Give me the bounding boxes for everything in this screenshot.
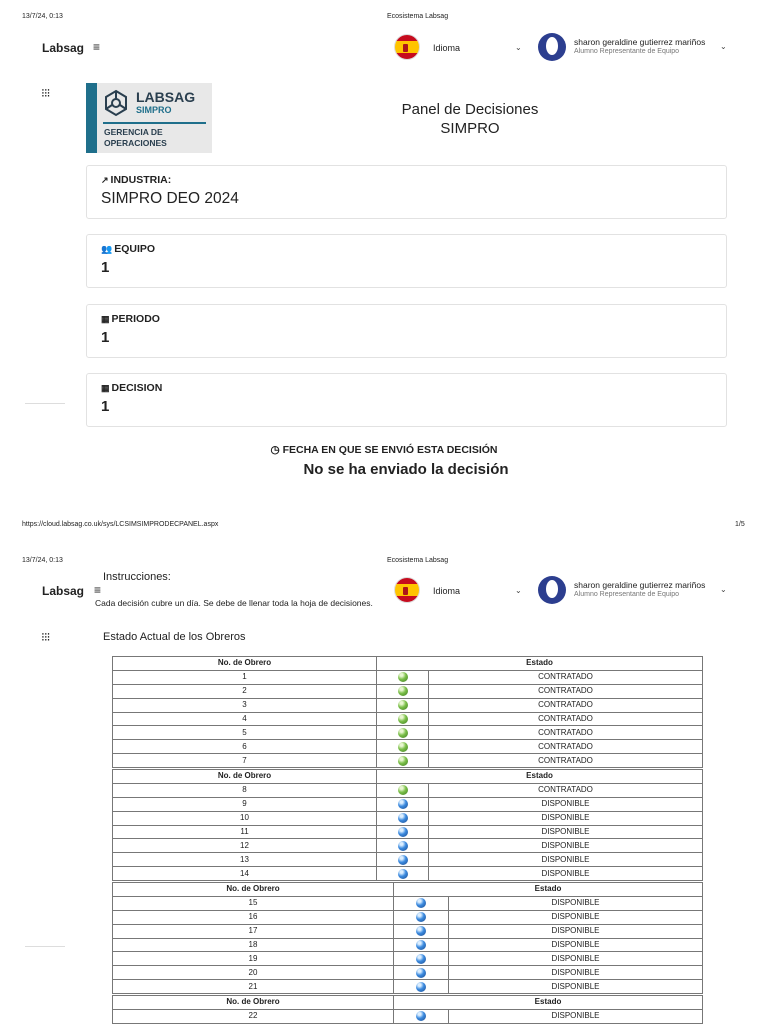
logo-subtitle: SIMPRO xyxy=(136,105,172,115)
table-row xyxy=(113,740,703,754)
language-label[interactable]: Idioma xyxy=(433,43,461,53)
disponible-status-icon xyxy=(398,799,408,809)
spain-flag-icon[interactable] xyxy=(394,34,420,60)
table-row xyxy=(113,839,703,853)
table-row xyxy=(113,698,703,712)
calendar-icon: ▦ xyxy=(101,382,110,393)
column-header-obrero: No. de Obrero xyxy=(113,996,394,1010)
estado-obreros-title: Estado Actual de los Obreros xyxy=(103,631,246,643)
obrero-number: 7 xyxy=(113,754,377,768)
obrero-estado: DISPONIBLE xyxy=(429,797,703,811)
disponible-status-icon xyxy=(398,813,408,823)
obrero-estado: CONTRATADO xyxy=(429,670,703,684)
clock-icon: ◷ xyxy=(270,444,280,456)
table-row xyxy=(113,853,703,867)
table-row xyxy=(113,910,703,924)
user-avatar[interactable] xyxy=(538,576,566,604)
industria-label: INDUSTRIA: xyxy=(110,174,172,186)
obrero-number: 3 xyxy=(113,698,377,712)
user-menu-chevron-down-icon[interactable]: ⌄ xyxy=(720,585,727,594)
language-chevron-down-icon[interactable]: ⌄ xyxy=(515,43,522,52)
obrero-estado: CONTRATADO xyxy=(429,684,703,698)
contratado-status-icon xyxy=(398,742,408,752)
table-row xyxy=(113,797,703,811)
equipo-card xyxy=(86,234,727,288)
obrero-estado: CONTRATADO xyxy=(429,754,703,768)
decision-value: 1 xyxy=(101,398,110,415)
brand-logo-text[interactable]: Labsag xyxy=(42,584,85,598)
fecha-envio-value: No se ha enviado la decisión xyxy=(303,461,509,478)
spain-flag-icon[interactable] xyxy=(394,577,420,603)
hamburger-menu-icon[interactable]: ≡ xyxy=(94,583,102,597)
table-row xyxy=(113,712,703,726)
logo-department: GERENCIA DE OPERACIONES xyxy=(104,127,167,148)
contratado-status-icon xyxy=(398,700,408,710)
obrero-estado: DISPONIBLE xyxy=(449,896,703,910)
obreros-table xyxy=(112,656,703,768)
table-row xyxy=(113,726,703,740)
labsag-simpro-logo xyxy=(86,83,212,153)
obrero-number: 1 xyxy=(113,670,377,684)
trending-up-icon: ↗ xyxy=(101,174,109,185)
column-header-obrero: No. de Obrero xyxy=(113,657,377,671)
obreros-table xyxy=(112,882,703,994)
hamburger-menu-icon[interactable]: ≡ xyxy=(93,40,101,54)
cube-network-icon xyxy=(102,89,130,117)
obrero-number: 22 xyxy=(113,1009,394,1023)
disponible-status-icon xyxy=(398,841,408,851)
column-header-obrero: No. de Obrero xyxy=(113,770,377,784)
equipo-value: 1 xyxy=(101,259,110,276)
obrero-number: 11 xyxy=(113,825,377,839)
group-icon: 👥 xyxy=(101,243,113,254)
user-role: Alumno Representante de Equipo xyxy=(574,48,680,55)
obrero-number: 19 xyxy=(113,952,394,966)
instrucciones-title: Instrucciones: xyxy=(103,571,171,583)
contratado-status-icon xyxy=(398,714,408,724)
sidebar-divider xyxy=(25,946,65,947)
obrero-estado: DISPONIBLE xyxy=(449,980,703,994)
column-header-estado: Estado xyxy=(377,770,703,784)
obrero-estado: CONTRATADO xyxy=(429,698,703,712)
obrero-number: 16 xyxy=(113,910,394,924)
disponible-status-icon xyxy=(416,954,426,964)
table-row xyxy=(113,896,703,910)
column-header-obrero: No. de Obrero xyxy=(113,883,394,897)
disponible-status-icon xyxy=(416,926,426,936)
table-row xyxy=(113,966,703,980)
column-header-estado: Estado xyxy=(394,996,703,1010)
contratado-status-icon xyxy=(398,756,408,766)
obrero-number: 17 xyxy=(113,924,394,938)
calendar-icon: ▦ xyxy=(101,313,110,324)
obrero-number: 8 xyxy=(113,783,377,797)
equipo-label: EQUIPO xyxy=(114,243,156,255)
contratado-status-icon xyxy=(398,728,408,738)
obrero-number: 21 xyxy=(113,980,394,994)
page-title: Panel de Decisiones SIMPRO xyxy=(401,101,539,137)
obrero-number: 9 xyxy=(113,797,377,811)
obrero-estado: CONTRATADO xyxy=(429,726,703,740)
table-row xyxy=(113,811,703,825)
apps-grid-icon[interactable]: ⁝⁝⁝ xyxy=(41,630,50,644)
table-row xyxy=(113,1009,703,1023)
obreros-table xyxy=(112,995,703,1024)
decision-label: DECISION xyxy=(111,382,163,394)
industria-card xyxy=(86,165,727,219)
disponible-status-icon xyxy=(416,912,426,922)
disponible-status-icon xyxy=(416,940,426,950)
obrero-number: 13 xyxy=(113,853,377,867)
obrero-estado: CONTRATADO xyxy=(429,783,703,797)
disponible-status-icon xyxy=(416,1011,426,1021)
language-chevron-down-icon[interactable]: ⌄ xyxy=(515,586,522,595)
periodo-card xyxy=(86,304,727,358)
disponible-status-icon xyxy=(416,968,426,978)
obrero-number: 5 xyxy=(113,726,377,740)
table-row xyxy=(113,952,703,966)
obrero-estado: DISPONIBLE xyxy=(429,811,703,825)
instrucciones-text: Cada decisión cubre un día. Se debe de llenar toda la hoja de decisiones. xyxy=(95,598,373,608)
table-row xyxy=(113,684,703,698)
obrero-estado: DISPONIBLE xyxy=(449,938,703,952)
obrero-number: 6 xyxy=(113,740,377,754)
obrero-estado: DISPONIBLE xyxy=(449,952,703,966)
column-header-estado: Estado xyxy=(377,657,703,671)
disponible-status-icon xyxy=(398,855,408,865)
obrero-number: 14 xyxy=(113,867,377,881)
disponible-status-icon xyxy=(398,827,408,837)
disponible-status-icon xyxy=(416,898,426,908)
table-row xyxy=(113,825,703,839)
print-page-number: 1/5 xyxy=(735,521,745,528)
obrero-estado: DISPONIBLE xyxy=(449,924,703,938)
user-menu-chevron-down-icon[interactable]: ⌄ xyxy=(720,42,727,51)
obrero-estado: CONTRATADO xyxy=(429,740,703,754)
table-row xyxy=(113,924,703,938)
column-header-estado: Estado xyxy=(394,883,703,897)
periodo-label: PERIODO xyxy=(111,313,160,325)
table-row xyxy=(113,783,703,797)
contratado-status-icon xyxy=(398,672,408,682)
user-avatar[interactable] xyxy=(538,33,566,61)
apps-grid-icon[interactable]: ⁝⁝⁝ xyxy=(41,86,50,100)
logo-title: LABSAG xyxy=(136,89,196,105)
table-row xyxy=(113,754,703,768)
obrero-number: 2 xyxy=(113,684,377,698)
user-role: Alumno Representante de Equipo xyxy=(574,591,680,598)
obrero-estado: DISPONIBLE xyxy=(449,966,703,980)
sidebar-divider xyxy=(25,403,65,404)
obrero-number: 20 xyxy=(113,966,394,980)
brand-logo-text[interactable]: Labsag xyxy=(42,41,85,55)
obrero-estado: DISPONIBLE xyxy=(429,839,703,853)
disponible-status-icon xyxy=(398,869,408,879)
obrero-number: 18 xyxy=(113,938,394,952)
language-label[interactable]: Idioma xyxy=(433,586,461,596)
user-name[interactable]: sharon geraldine gutierrez mariños xyxy=(574,37,706,47)
periodo-value: 1 xyxy=(101,329,110,346)
fecha-envio-label: ◷ FECHA EN QUE SE ENVIÓ ESTA DECISIÓN xyxy=(270,444,498,456)
table-row xyxy=(113,980,703,994)
print-datetime: 13/7/24, 0:13 xyxy=(22,557,63,564)
table-row xyxy=(113,867,703,881)
obrero-estado: DISPONIBLE xyxy=(449,910,703,924)
obrero-number: 10 xyxy=(113,811,377,825)
table-row xyxy=(113,938,703,952)
decision-card xyxy=(86,373,727,427)
user-name[interactable]: sharon geraldine gutierrez mariños xyxy=(574,580,706,590)
obrero-estado: CONTRATADO xyxy=(429,712,703,726)
obrero-estado: DISPONIBLE xyxy=(429,867,703,881)
print-datetime: 13/7/24, 0:13 xyxy=(22,13,63,20)
obrero-estado: DISPONIBLE xyxy=(429,853,703,867)
obreros-table xyxy=(112,769,703,881)
obrero-estado: DISPONIBLE xyxy=(429,825,703,839)
obrero-number: 12 xyxy=(113,839,377,853)
print-site-title: Ecosistema Labsag xyxy=(387,13,449,20)
contratado-status-icon xyxy=(398,785,408,795)
contratado-status-icon xyxy=(398,686,408,696)
obrero-number: 4 xyxy=(113,712,377,726)
obrero-number: 15 xyxy=(113,896,394,910)
disponible-status-icon xyxy=(416,982,426,992)
industria-value: SIMPRO DEO 2024 xyxy=(101,190,239,207)
obrero-estado: DISPONIBLE xyxy=(449,1009,703,1023)
print-url: https://cloud.labsag.co.uk/sys/LCSIMSIMPRODECPANEL.aspx xyxy=(22,521,219,528)
table-row xyxy=(113,670,703,684)
print-site-title: Ecosistema Labsag xyxy=(387,557,449,564)
